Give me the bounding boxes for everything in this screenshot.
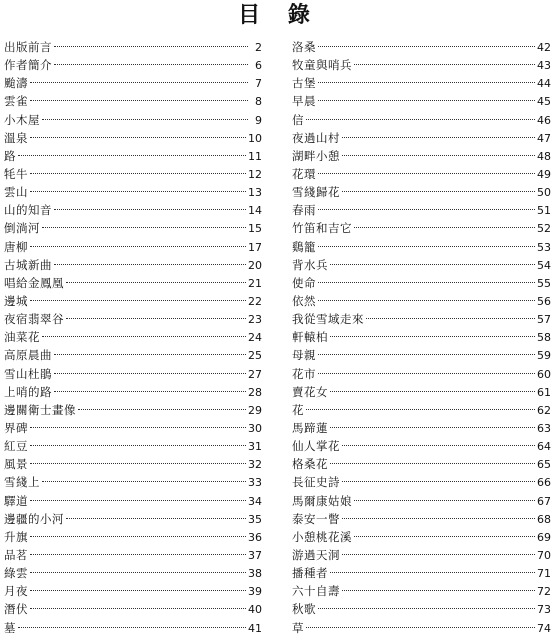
toc-entry-page: 65 <box>537 458 551 472</box>
dot-leader <box>54 46 248 47</box>
toc-entry-page: 14 <box>248 204 262 218</box>
toc-entry-title: 雪山杜鵑 <box>4 366 52 381</box>
toc-entry-title: 花環 <box>292 166 316 181</box>
toc-entry-title: 古城新曲 <box>4 257 52 272</box>
toc-entry-page: 73 <box>537 603 551 617</box>
toc-entry <box>292 310 551 328</box>
toc-entry-title: 雲雀 <box>4 94 28 109</box>
dot-leader <box>342 590 535 591</box>
toc-entry <box>292 582 551 600</box>
dot-leader <box>54 354 246 355</box>
toc-entry <box>292 473 551 491</box>
toc-entry-title: 溫泉 <box>4 130 28 145</box>
dot-leader <box>18 627 246 628</box>
toc-entry-page: 63 <box>537 421 551 435</box>
dot-leader <box>54 373 246 374</box>
toc-entry <box>4 219 262 237</box>
toc-entry-title: 早晨 <box>292 94 316 109</box>
dot-leader <box>318 209 535 210</box>
toc-entry-page: 52 <box>537 222 551 236</box>
toc-entry-page: 10 <box>248 131 262 145</box>
toc-entry-title: 賣花女 <box>292 384 328 399</box>
toc-entry-page: 17 <box>248 240 262 254</box>
toc-entry <box>292 256 551 274</box>
toc-entry-title: 洛桑 <box>292 40 316 54</box>
dot-leader <box>30 500 246 501</box>
toc-column-left <box>4 38 262 637</box>
toc-entry <box>4 92 262 110</box>
dot-leader <box>66 282 246 283</box>
toc-entry <box>292 165 551 183</box>
toc-entry-title: 月夜 <box>4 584 28 599</box>
toc-entry-page: 38 <box>248 567 262 581</box>
dot-leader <box>30 300 246 301</box>
toc-entry-page: 11 <box>248 149 262 163</box>
toc-entry <box>292 600 551 618</box>
toc-entry-page: 7 <box>255 77 262 91</box>
toc-entry <box>292 274 551 292</box>
dot-leader <box>78 409 246 410</box>
toc-entry <box>4 473 262 491</box>
toc-entry-title: 綠雲 <box>4 566 28 581</box>
toc-entry <box>292 238 551 256</box>
toc-entry-page: 13 <box>248 186 262 200</box>
toc-entry-title: 唐柳 <box>4 239 28 254</box>
toc-entry-title: 雲山 <box>4 185 28 200</box>
dot-leader <box>30 137 246 138</box>
toc-entry <box>292 346 551 364</box>
dot-leader <box>30 427 246 428</box>
toc-entry-title: 花市 <box>292 366 316 381</box>
toc-entry <box>292 201 551 219</box>
toc-entry-page: 15 <box>248 222 262 236</box>
toc-entry-page: 56 <box>537 294 551 308</box>
toc-entry-title: 唱給金鳳凰 <box>4 275 64 290</box>
toc-entry-title: 軒轅柏 <box>292 330 328 345</box>
toc-entry <box>292 74 551 92</box>
dot-leader <box>318 100 535 101</box>
toc-entry <box>4 183 262 201</box>
dot-leader <box>318 373 535 374</box>
toc-entry <box>4 38 262 56</box>
toc-entry-page: 57 <box>537 313 551 327</box>
toc-entry-title: 潛伏 <box>4 602 28 617</box>
toc-entry <box>4 365 262 383</box>
toc-entry-page: 64 <box>537 440 551 454</box>
toc-entry-title: 升旗 <box>4 529 28 544</box>
dot-leader <box>30 191 246 192</box>
toc-entry <box>292 129 551 147</box>
dot-leader <box>342 554 535 555</box>
toc-entry <box>4 256 262 274</box>
dot-leader <box>30 554 246 555</box>
toc-entry-title: 颱濤 <box>4 76 28 91</box>
toc-entry-page: 27 <box>248 367 262 381</box>
dot-leader <box>342 445 535 446</box>
toc-entry <box>292 492 551 510</box>
toc-entry-page: 69 <box>537 530 551 544</box>
dot-leader <box>318 354 535 355</box>
toc-entry-page: 23 <box>248 313 262 327</box>
toc-entry-title: 路 <box>4 148 16 163</box>
toc-entry-title: 依然 <box>292 293 316 308</box>
dot-leader <box>42 119 248 120</box>
toc-entry <box>292 219 551 237</box>
toc-entry <box>4 600 262 618</box>
dot-leader <box>318 608 535 609</box>
toc-entry-page: 24 <box>248 331 262 345</box>
toc-entry <box>4 147 262 165</box>
dot-leader <box>66 518 246 519</box>
toc-entry <box>292 365 551 383</box>
toc-entry <box>292 147 551 165</box>
dot-leader <box>30 463 246 464</box>
toc-entry-page: 51 <box>537 204 551 218</box>
toc-entry <box>4 111 262 129</box>
page-title: 目 錄 <box>238 3 320 28</box>
toc-entry <box>4 510 262 528</box>
toc-entry <box>292 292 551 310</box>
toc-entry-page: 62 <box>537 403 551 417</box>
dot-leader <box>42 227 246 228</box>
toc-entry <box>4 619 262 637</box>
toc-entry <box>4 238 262 256</box>
dot-leader <box>354 500 535 501</box>
toc-entry-page: 45 <box>537 95 551 109</box>
toc-entry-page: 48 <box>537 149 551 163</box>
toc-entry <box>4 383 262 401</box>
toc-entry-page: 2 <box>255 41 262 54</box>
toc-entry <box>4 437 262 455</box>
toc-entry-title: 牦牛 <box>4 166 28 181</box>
toc-entry <box>292 111 551 129</box>
toc-entry-page: 70 <box>537 548 551 562</box>
dot-leader <box>342 518 535 519</box>
dot-leader <box>354 227 535 228</box>
dot-leader <box>54 391 246 392</box>
toc-entry-page: 55 <box>537 276 551 290</box>
dot-leader <box>342 137 535 138</box>
toc-entry-page: 53 <box>537 240 551 254</box>
toc-entry <box>4 455 262 473</box>
toc-entry <box>4 165 262 183</box>
toc-entry <box>4 328 262 346</box>
toc-entry-title: 邊城 <box>4 293 28 308</box>
toc-entry <box>4 74 262 92</box>
toc-entry-title: 夜過山村 <box>292 130 340 145</box>
toc-entry-title: 我從雪域走來 <box>292 312 364 327</box>
toc-entry-title: 母親 <box>292 348 316 363</box>
toc-entry <box>292 528 551 546</box>
dot-leader <box>30 536 246 537</box>
toc-entry-title: 背水兵 <box>292 257 328 272</box>
dot-leader <box>354 536 535 537</box>
dot-leader <box>330 336 535 337</box>
dot-leader <box>330 572 535 573</box>
toc-entry-page: 25 <box>248 349 262 363</box>
toc-entry-page: 71 <box>537 567 551 581</box>
toc-entry-page: 35 <box>248 512 262 526</box>
toc-entry-page: 58 <box>537 331 551 345</box>
toc-entry-page: 8 <box>255 95 262 109</box>
dot-leader <box>306 409 535 410</box>
dot-leader <box>30 572 246 573</box>
toc-entry-page: 44 <box>537 77 551 91</box>
dot-leader <box>54 209 246 210</box>
dot-leader <box>330 463 535 464</box>
toc-entry-title: 高原晨曲 <box>4 348 52 363</box>
toc-entry-page: 33 <box>248 476 262 490</box>
toc-entry-title: 古堡 <box>292 76 316 91</box>
toc-entry <box>4 492 262 510</box>
toc-entry <box>292 510 551 528</box>
toc-entry-page: 42 <box>537 41 551 54</box>
dot-leader <box>30 445 246 446</box>
dot-leader <box>30 246 246 247</box>
dot-leader <box>30 82 248 83</box>
toc-entry-page: 68 <box>537 512 551 526</box>
toc-entry <box>292 455 551 473</box>
dot-leader <box>318 246 535 247</box>
toc-entry-title: 長征史詩 <box>292 475 340 490</box>
toc-entry-title: 竹笛和吉它 <box>292 221 352 236</box>
toc-entry-title: 出版前言 <box>4 40 52 54</box>
toc-entry <box>4 528 262 546</box>
toc-entry-page: 74 <box>537 621 551 635</box>
toc-entry <box>292 56 551 74</box>
toc-entry <box>292 546 551 564</box>
toc-entry <box>4 310 262 328</box>
dot-leader <box>318 282 535 283</box>
toc-entry <box>4 201 262 219</box>
toc-entry <box>4 419 262 437</box>
toc-entry-title: 春雨 <box>292 203 316 218</box>
toc-entry-title: 湖畔小憩 <box>292 148 340 163</box>
toc-entry-page: 6 <box>255 59 262 73</box>
toc-entry-page: 47 <box>537 131 551 145</box>
toc-column-right <box>292 38 551 637</box>
toc-entry <box>4 129 262 147</box>
dot-leader <box>330 391 535 392</box>
toc-entry <box>292 619 551 637</box>
dot-leader <box>330 264 535 265</box>
toc-entry-title: 草 <box>292 620 304 635</box>
toc-entry-page: 28 <box>248 385 262 399</box>
toc-entry-title: 游過天洞 <box>292 547 340 562</box>
toc-entry <box>292 92 551 110</box>
toc-entry-page: 41 <box>248 621 262 635</box>
toc-entry <box>4 292 262 310</box>
toc-entry-title: 驛道 <box>4 493 28 508</box>
toc-entry-page: 40 <box>248 603 262 617</box>
toc-entry-title: 紅豆 <box>4 439 28 454</box>
toc-entry <box>292 419 551 437</box>
toc-entry-title: 馬蹄蓮 <box>292 420 328 435</box>
toc-entry-title: 界碑 <box>4 420 28 435</box>
toc-entry <box>4 346 262 364</box>
toc-entry-page: 61 <box>537 385 551 399</box>
toc-entry <box>292 38 551 56</box>
toc-entry-title: 山的知音 <box>4 203 52 218</box>
dot-leader <box>342 481 535 482</box>
dot-leader <box>42 481 246 482</box>
toc-entry-page: 37 <box>248 548 262 562</box>
toc-entry-title: 油菜花 <box>4 330 40 345</box>
toc-entry-title: 格桑花 <box>292 457 328 472</box>
toc-entry-page: 29 <box>248 403 262 417</box>
toc-entry-title: 牧童與哨兵 <box>292 58 352 73</box>
toc-entry-page: 30 <box>248 421 262 435</box>
toc-entry <box>4 401 262 419</box>
toc-entry <box>4 56 262 74</box>
dot-leader <box>42 336 246 337</box>
toc-entry <box>4 564 262 582</box>
toc-entry <box>292 401 551 419</box>
dot-leader <box>30 590 246 591</box>
toc-entry-page: 49 <box>537 167 551 181</box>
toc-entry-title: 倒淌河 <box>4 221 40 236</box>
toc-entry-page: 36 <box>248 530 262 544</box>
toc-entry <box>4 274 262 292</box>
toc-entry-title: 信 <box>292 112 304 127</box>
toc-entry-title: 馬爾康姑娘 <box>292 493 352 508</box>
dot-leader <box>54 64 248 65</box>
toc-entry-title: 風景 <box>4 457 28 472</box>
dot-leader <box>30 173 246 174</box>
toc-entry-page: 59 <box>537 349 551 363</box>
toc-entry <box>4 582 262 600</box>
toc-entry-page: 20 <box>248 258 262 272</box>
toc-entry-page: 9 <box>255 113 262 127</box>
toc-entry <box>4 546 262 564</box>
toc-entry-page: 22 <box>248 294 262 308</box>
toc-entry-title: 花 <box>292 402 304 417</box>
toc-entry-page: 39 <box>248 585 262 599</box>
toc-entry-title: 雪綫歸花 <box>292 185 340 200</box>
toc-entry-title: 泰安一瞥 <box>292 511 340 526</box>
toc-entry-page: 21 <box>248 276 262 290</box>
dot-leader <box>30 608 246 609</box>
toc-entry-title: 使命 <box>292 275 316 290</box>
dot-leader <box>30 100 248 101</box>
dot-leader <box>354 64 535 65</box>
dot-leader <box>306 627 535 628</box>
dot-leader <box>318 173 535 174</box>
toc-entry-title: 播種者 <box>292 566 328 581</box>
toc-entry-title: 小木屋 <box>4 112 40 127</box>
toc-entry-title: 邊關衛士畫像 <box>4 402 76 417</box>
toc-entry-page: 32 <box>248 458 262 472</box>
toc-entry-page: 12 <box>248 167 262 181</box>
toc-entry-page: 54 <box>537 258 551 272</box>
toc-entry-page: 50 <box>537 186 551 200</box>
toc-entry-title: 墓 <box>4 620 16 635</box>
toc-entry <box>292 328 551 346</box>
dot-leader <box>318 46 535 47</box>
dot-leader <box>318 82 535 83</box>
toc-entry <box>292 183 551 201</box>
dot-leader <box>66 318 246 319</box>
dot-leader <box>54 264 246 265</box>
toc-entry-page: 43 <box>537 59 551 73</box>
toc-entry-page: 31 <box>248 440 262 454</box>
toc-entry <box>292 383 551 401</box>
toc-entry-title: 品茗 <box>4 547 28 562</box>
toc-entry-page: 60 <box>537 367 551 381</box>
toc-entry-title: 仙人掌花 <box>292 439 340 454</box>
toc-entry-title: 作者簡介 <box>4 58 52 73</box>
dot-leader <box>366 318 535 319</box>
toc-entry-title: 秋歌 <box>292 602 316 617</box>
dot-leader <box>330 427 535 428</box>
toc-entry-title: 雪綫上 <box>4 475 40 490</box>
toc-entry-page: 67 <box>537 494 551 508</box>
toc-entry-title: 六十自壽 <box>292 584 340 599</box>
toc-entry-title: 邊疆的小河 <box>4 511 64 526</box>
toc-entry-page: 66 <box>537 476 551 490</box>
toc-entry-title: 鷄籠 <box>292 239 316 254</box>
toc-entry-title: 上哨的路 <box>4 384 52 399</box>
dot-leader <box>318 300 535 301</box>
toc-entry-page: 34 <box>248 494 262 508</box>
dot-leader <box>18 155 246 156</box>
toc-entry-title: 小憩桃花溪 <box>292 529 352 544</box>
dot-leader <box>306 119 535 120</box>
toc-entry-page: 72 <box>537 585 551 599</box>
toc-entry-page: 46 <box>537 113 551 127</box>
dot-leader <box>342 155 535 156</box>
dot-leader <box>342 191 535 192</box>
toc-entry <box>292 437 551 455</box>
toc-entry <box>292 564 551 582</box>
toc-entry-title: 夜宿翡翠谷 <box>4 312 64 327</box>
